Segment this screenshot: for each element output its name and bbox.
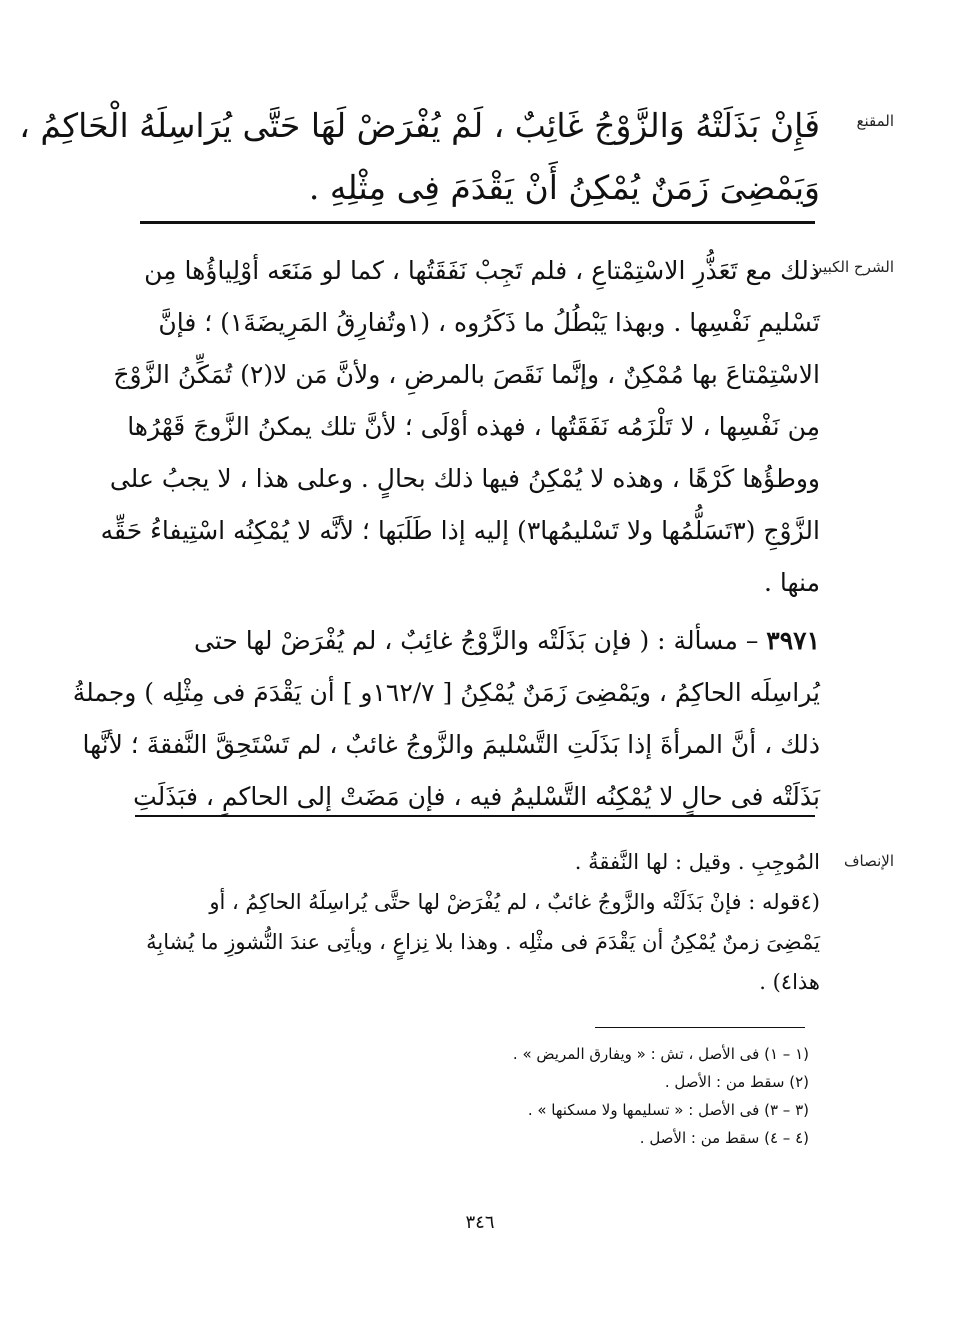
footnote: (١ – ١) فى الأصل ، تش : « ويفارق المريض » . bbox=[512, 1045, 809, 1063]
sharh-line: منها . bbox=[764, 568, 820, 597]
insaf-label: الإنصاف bbox=[843, 852, 894, 870]
footnotes bbox=[389, 1040, 809, 1152]
muqni-line: فَإِنْ بَذَلَتْهُ وَالزَّوْجُ غَائِبٌ ، لَمْ يُفْرَضْ لَهَا حَتَّى يُرَاسِلَهُ الْحَاكِمُ ، bbox=[19, 106, 820, 145]
page-number: ٣٤٦ bbox=[465, 1212, 495, 1233]
sharh-text bbox=[72, 245, 820, 823]
muqni-label: المقنع bbox=[856, 112, 894, 130]
insaf-line: المُوجِبِ . وقيل : لها النَّفقةُ . bbox=[574, 850, 820, 874]
insaf-text bbox=[130, 842, 820, 1002]
masala-line: يُراسِلَه الحاكِمُ ، ويَمْضِىَ زَمَنٌ يُمْكِنُ [ ١٦٢/٧و ] أن يَقْدَمَ فى مِثْلِه ) وجملةُ bbox=[72, 678, 820, 707]
sharh-line: ووطؤُها كَرْهًا ، وهذه لا يُمْكِنُ فيها ذلك بحالٍ . وعلى هذا ، لا يجبُ على bbox=[109, 464, 820, 493]
footnote: (٤ – ٤) سقط من : الأصل . bbox=[639, 1129, 809, 1147]
masala-line bbox=[130, 615, 820, 667]
sharh-line: مِن نَفْسِها ، لا تَلْزَمُه نَفَقَتُها ، فهذه أوْلَى ؛ لأنَّ تلك يمكنُ الزَّوجَ قَهْرُها bbox=[127, 412, 820, 441]
masala-number: ٣٩٧١ bbox=[766, 626, 820, 655]
insaf-line: هذا٤) . bbox=[759, 970, 820, 994]
masala-line: بَذَلَتْه فى حالٍ لا يُمْكِنُه التَّسْليمُ فيه ، فإن مَضَتْ إلى الحاكمِ ، فبَذَلَتِ bbox=[133, 782, 820, 811]
sharh-line: الزَّوْجِ (٣تَسَلُّمُها ولا تَسْليمُها٣) إليه إذا طَلَبَها ؛ لأنَّه لا يُمْكِنُه اسْتِيفاءُ حَقِّه bbox=[100, 516, 820, 545]
sharh-line: ذلك مع تَعَذُّرِ الاسْتِمْتاعِ ، فلم تَجِبْ نَفَقَتُها ، كما لو مَنَعَه أوْلِياؤُها مِن bbox=[144, 256, 820, 285]
insaf-line: يَمْضِىَ زمنٌ يُمْكِنُ أن يَقْدَمَ فى مثْلِه . وهذا بلا نِزاعٍ ، ويأتِى عندَ النُّشوزِ ما يُشابِهُ bbox=[146, 930, 820, 954]
footnote: (٣ – ٣) فى الأصل : « تسليمها ولا مسكنها » . bbox=[527, 1101, 809, 1119]
muqni-line: وَيَمْضِىَ زَمَنٌ يُمْكِنُ أَنْ يَقْدَمَ فِى مِثْلِهِ . bbox=[308, 168, 820, 207]
masala-line: ذلك ، أنَّ المرأةَ إذا بَذَلَتِ التَّسْليمَ والزَّوجُ غائبٌ ، لم تَسْتَحِقَّ النَّفقةَ ؛ لأنَّها bbox=[82, 730, 820, 759]
section-divider bbox=[135, 815, 815, 817]
sharh-label: الشرح الكبير bbox=[814, 258, 894, 276]
sharh-line: الاسْتِمْتاعَ بها مُمْكِنٌ ، وإنَّما نَقَصَ بالمرضِ ، ولأنَّ مَن لا(٢) تُمَكِّنُ الزَّوْجَ bbox=[113, 360, 820, 389]
masala-heading: – مسألة : ( فإن بَذَلَتْه والزَّوْجُ غائِبٌ ، لم يُفْرَضْ لها حتى bbox=[194, 626, 759, 655]
footnote: (٢) سقط من : الأصل . bbox=[664, 1073, 809, 1091]
section-divider bbox=[140, 221, 815, 224]
insaf-line: (٤قوله : فإنْ بَذَلَتْه والزَّوجُ غائبٌ ، لم يُفْرَضْ لها حتَّى يُراسِلَهُ الحاكِمُ ، أو bbox=[209, 890, 820, 914]
sharh-line: تَسْليمِ نَفْسِها . وبهذا يَبْطُلُ ما ذَكَرُوه ، (١وتُفارِقُ المَرِيضَةَ١) ؛ فإنَّ bbox=[158, 308, 820, 337]
footnote-divider bbox=[595, 1027, 805, 1028]
muqni-text bbox=[19, 95, 820, 219]
